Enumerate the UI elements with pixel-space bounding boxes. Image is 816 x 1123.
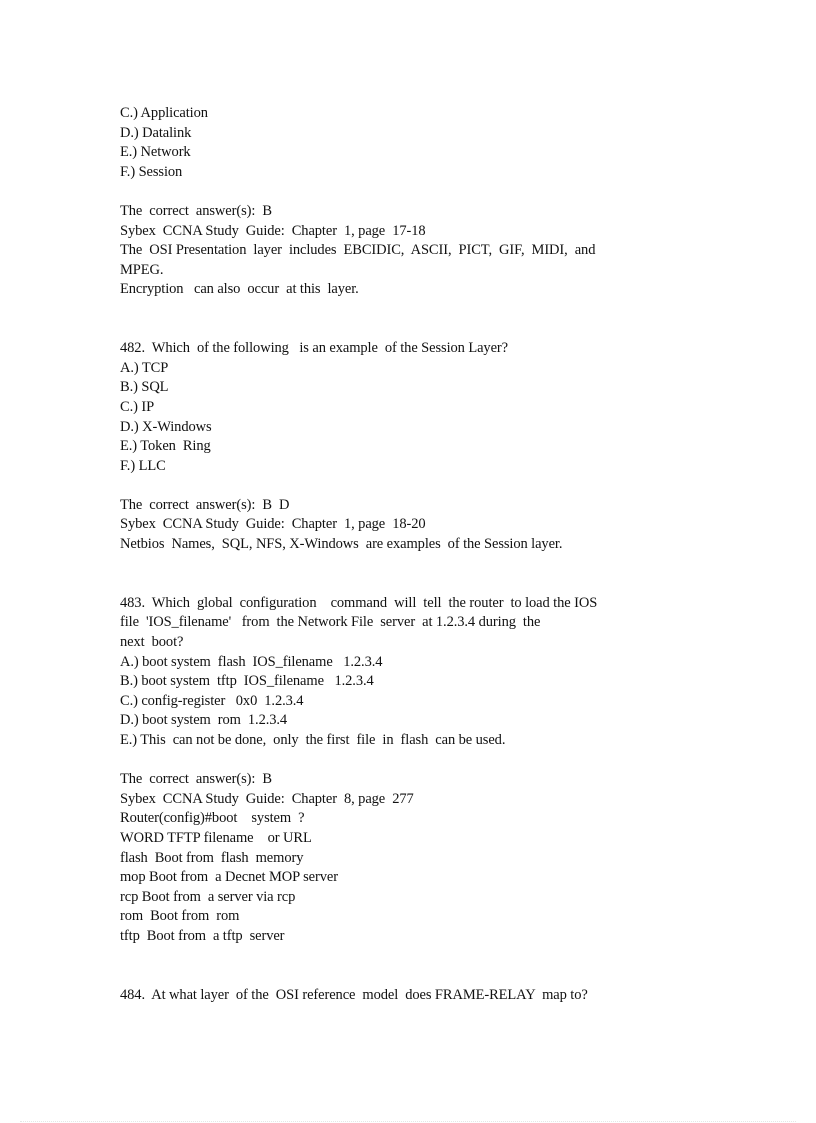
option-d: D.) Datalink [120,124,192,141]
prev-question-answer [120,202,640,300]
option-d: D.) X-Windows [120,418,212,435]
reference-line: Sybex CCNA Study Guide: Chapter 1, page 17-18 [120,222,426,239]
option-b: B.) boot system tftp IOS_filename 1.2.3.4 [120,673,374,690]
option-d: D.) boot system rom 1.2.3.4 [120,712,288,729]
explanation-line: Router(config)#boot system ? [120,810,305,827]
option-f: F.) LLC [120,457,166,474]
explanation-line: rom Boot from rom [120,908,240,925]
option-b: B.) SQL [120,379,169,396]
question-text: 484. At what layer of the OSI reference model does FRAME-RELAY map to? [120,986,588,1003]
question-text: next boot? [120,634,184,651]
explanation-line: flash Boot from flash memory [120,849,304,866]
reference-line: Sybex CCNA Study Guide: Chapter 8, page 277 [120,790,414,807]
explanation-line: MPEG. [120,261,164,278]
option-c: C.) config-register 0x0 1.2.3.4 [120,692,304,709]
option-e: E.) This can not be done, only the first file in flash can be used. [120,732,506,748]
question-484 [120,986,640,1006]
explanation-line: WORD TFTP filename or URL [120,829,312,846]
prev-question-options [120,104,640,182]
option-c: C.) Application [120,105,208,121]
explanation-line: The OSI Presentation layer includes EBCIDIC, ASCII, PICT, GIF, MIDI, and [120,242,596,259]
explanation-line: rcp Boot from a server via rcp [120,888,296,905]
option-a: A.) boot system flash IOS_filename 1.2.3.4 [120,653,383,670]
option-e: E.) Network [120,144,191,161]
option-c: C.) IP [120,398,155,415]
answer-line: The correct answer(s): B D [120,496,290,513]
explanation-line: Netbios Names, SQL, NFS, X-Windows are examples of the Session layer. [120,536,563,553]
question-text: 482. Which of the following is an example of the Session Layer? [120,340,508,357]
option-e: E.) Token Ring [120,438,211,455]
explanation-line: Encryption can also occur at this layer. [120,281,359,298]
option-f: F.) Session [120,163,183,180]
option-a: A.) TCP [120,359,169,376]
question-483 [120,594,640,947]
question-482 [120,339,640,555]
reference-line: Sybex CCNA Study Guide: Chapter 1, page 18-20 [120,516,426,533]
answer-line: The correct answer(s): B [120,771,272,788]
explanation-line: mop Boot from a Decnet MOP server [120,869,338,886]
question-text: file 'IOS_filename' from the Network File server at 1.2.3.4 during the [120,614,541,631]
question-text: 483. Which global configuration command will tell the router to load the IOS [120,594,598,611]
page-content [120,104,640,1005]
explanation-line: tftp Boot from a tftp server [120,927,285,944]
answer-line: The correct answer(s): B [120,202,272,219]
page-bottom-divider [20,1121,796,1122]
